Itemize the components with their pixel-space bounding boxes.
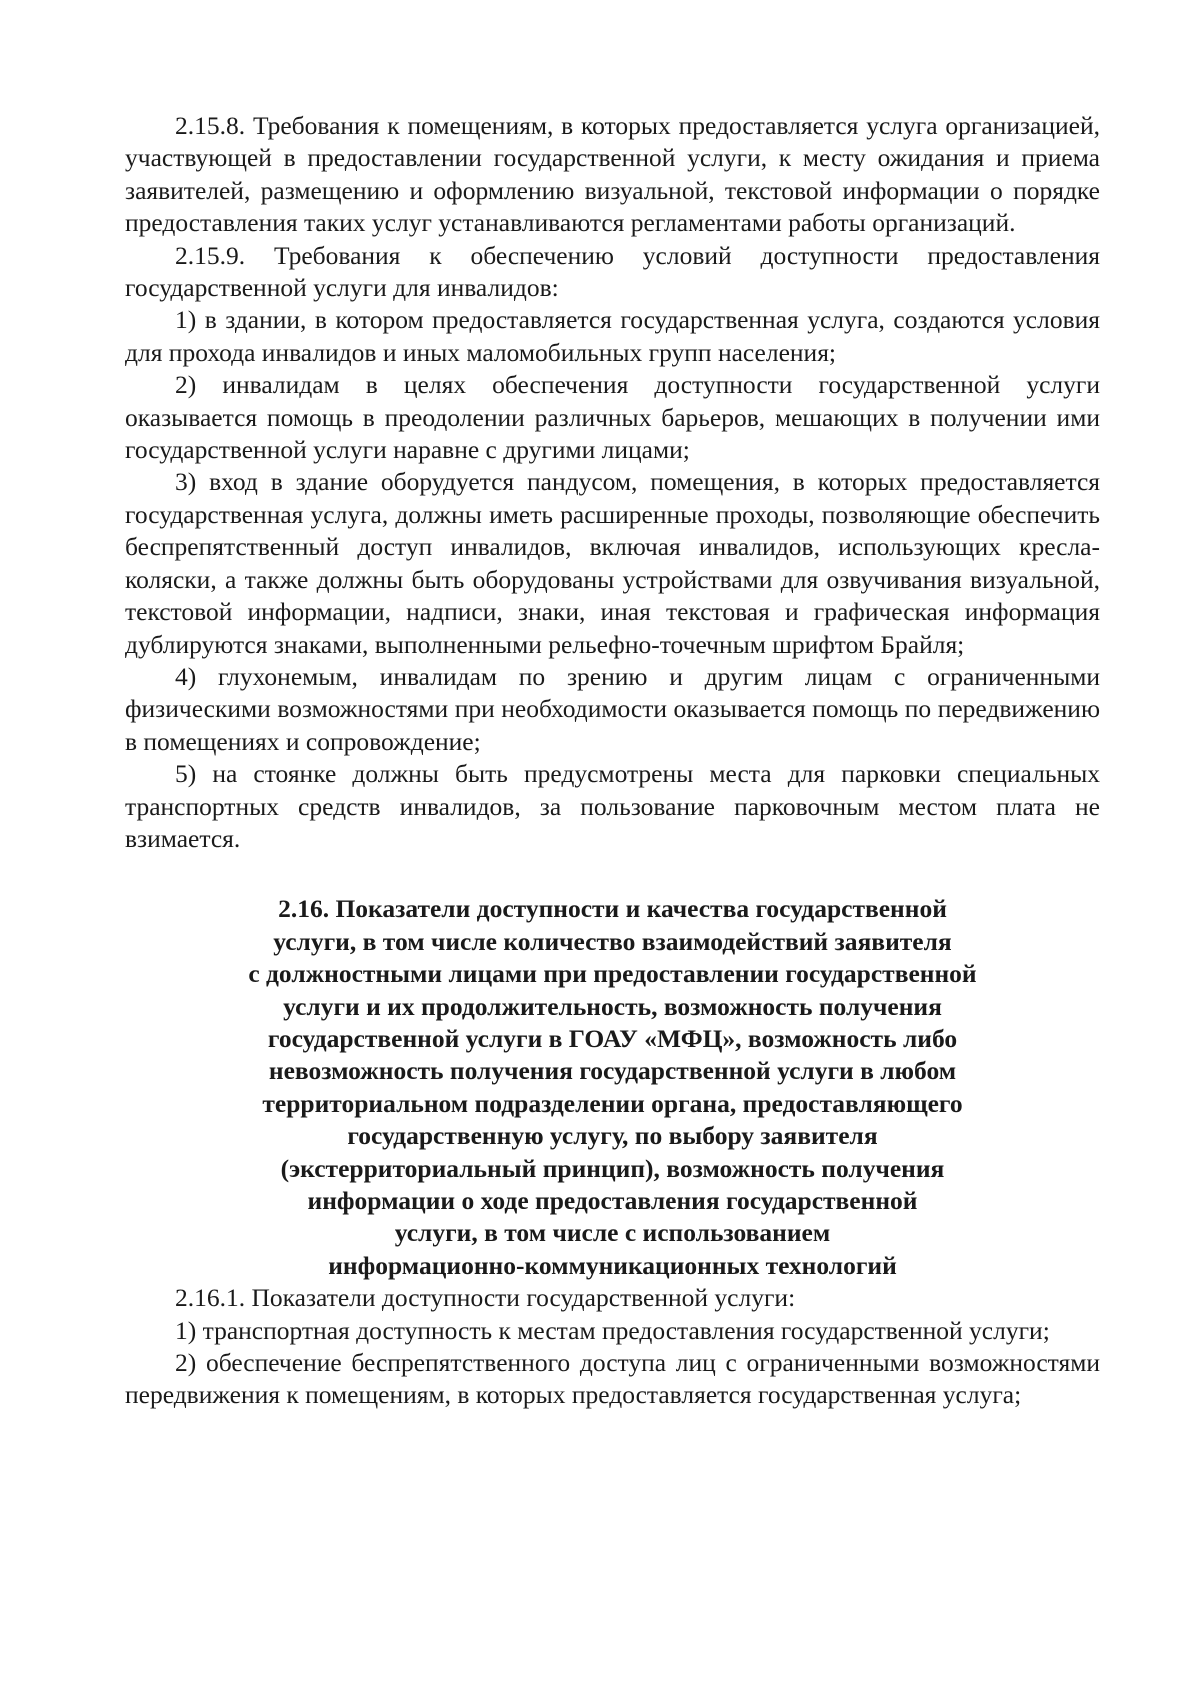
heading-line: невозможность получения государственной услуги в любом: [268, 1056, 957, 1086]
heading-line: услуги и их продолжительность, возможность получения: [283, 991, 942, 1021]
heading-line: государственную услугу, по выбору заявителя: [347, 1121, 878, 1151]
paragraph-2-16-1: 2.16.1. Показатели доступности государственной услуги:: [175, 1283, 796, 1313]
heading-line: территориальном подразделении органа, предоставляющего: [262, 1088, 963, 1118]
list-item: 1) в здании, в котором предоставляется государственная услуга, создаются условия для прохода инвалидов и иных маломобильных групп населения;: [125, 305, 1100, 367]
heading-line: информационно-коммуникационных технологий: [328, 1250, 897, 1280]
list-item: 2) обеспечение беспрепятственного доступа лиц с ограниченными возможностями передвижения к помещениям, в которых предоставляется государственная услуга;: [125, 1348, 1100, 1410]
list-item: 1) транспортная доступность к местам предоставления государственной услуги;: [175, 1315, 1050, 1345]
list-item: 2) инвалидам в целях обеспечения доступности государственной услуги оказывается помощь в преодолении различных барьеров, мешающих в получении ими государственной услуги наравне с другими лицами;: [125, 370, 1100, 465]
section-heading-2-16: [125, 893, 1100, 1282]
document-page: [125, 110, 1100, 1412]
paragraph-2-15-9: 2.15.9. Требования к обеспечению условий доступности предоставления государственной услуги для инвалидов:: [125, 240, 1100, 303]
heading-line: (экстерриториальный принцип), возможность получения: [280, 1153, 945, 1183]
list-item: 4) глухонемым, инвалидам по зрению и другим лицам с ограниченными физическими возможностями при необходимости оказывается помощь по передвижению в помещениях и сопровождение;: [125, 661, 1100, 756]
heading-line: услуги, в том числе с использованием: [394, 1218, 831, 1248]
paragraph-2-15-8: 2.15.8. Требования к помещениям, в которых предоставляется услуга организацией, участвующей в предоставлении государственной услуги, к месту ожидания и приема заявителей, размещению и оформлению визуальной, текстовой информации о порядке предоставления таких услуг устанавливаются регламентами работы организаций.: [125, 111, 1100, 238]
heading-line: с должностными лицами при предоставлении государственной: [248, 959, 977, 989]
heading-line: 2.16. Показатели доступности и качества государственной: [278, 894, 947, 924]
heading-line: государственной услуги в ГОАУ «МФЦ», возможность либо: [267, 1023, 958, 1053]
heading-line: услуги, в том числе количество взаимодействий заявителя: [273, 926, 952, 956]
list-item: 3) вход в здание оборудуется пандусом, помещения, в которых предоставляется государственная услуга, должны иметь расширенные проходы, позволяющие обеспечить беспрепятственный доступ инвалидов, включая инвалидов, использующих кресла-коляски, а также должны быть оборудованы устройствами для озвучивания визуальной, текстовой информации, надписи, знаки, иная текстовая и графическая информация дублируются знаками, выполненными рельефно-точечным шрифтом Брайля;: [125, 467, 1100, 659]
list-item: 5) на стоянке должны быть предусмотрены места для парковки специальных транспортных средств инвалидов, за пользование парковочным местом плата не взимается.: [125, 759, 1100, 853]
heading-line: информации о ходе предоставления государственной: [307, 1186, 918, 1215]
